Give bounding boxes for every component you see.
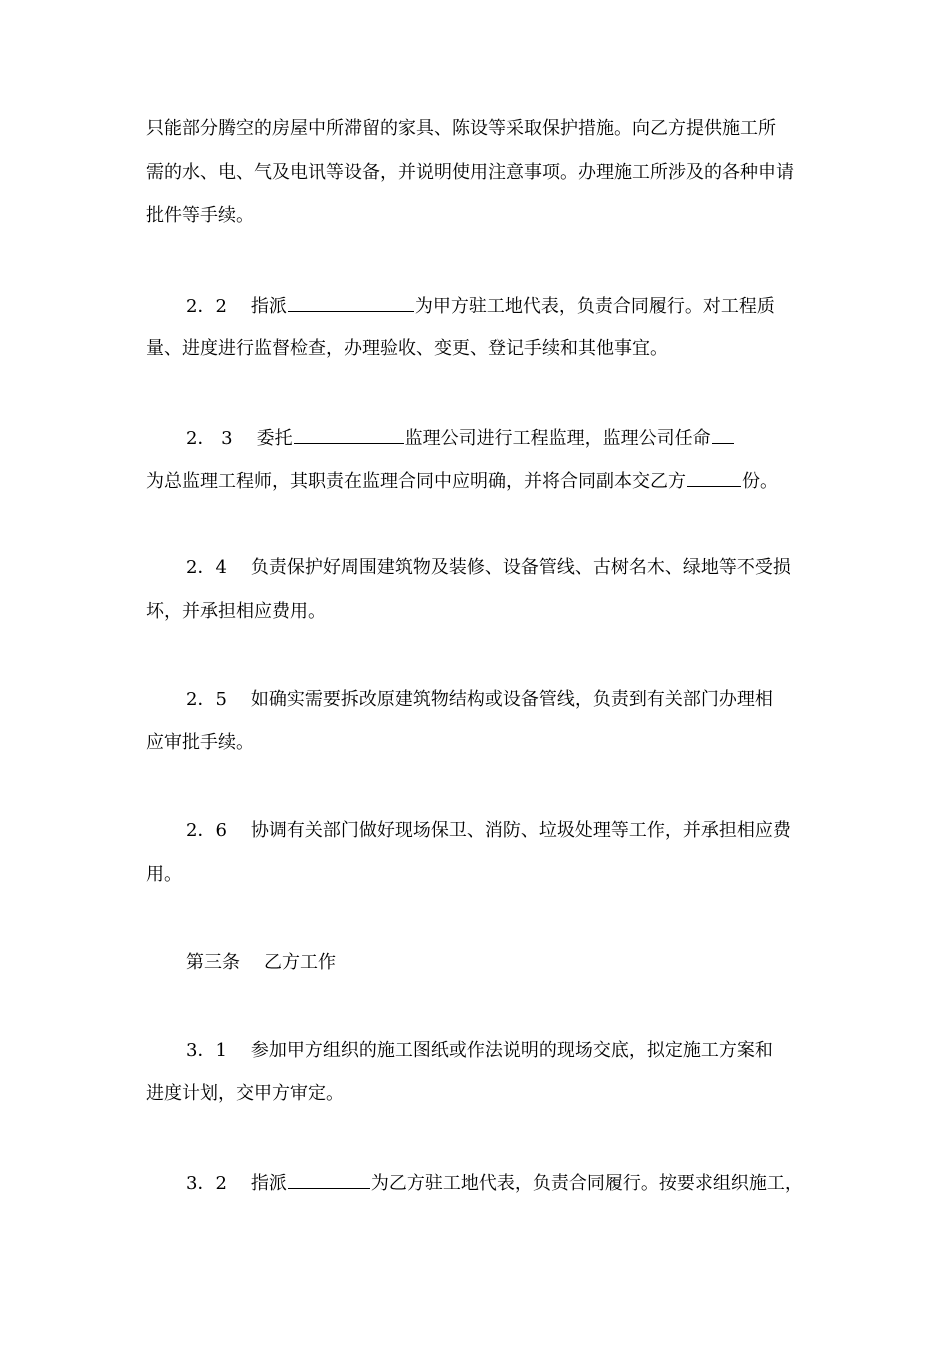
clause-2-3-line-2 [146, 469, 778, 493]
clause-2-4-line-1 [186, 557, 791, 579]
paragraph-line: 需的水、电、气及电讯等设备，并说明使用注意事项。办理施工所涉及的各种申请 [146, 162, 794, 183]
clause-number: 3．1 [186, 1040, 227, 1061]
clause-2-6-line-2: 用。 [146, 864, 182, 885]
article-number: 第三条 [186, 952, 240, 973]
clause-2-4-line-2: 坏，并承担相应费用。 [146, 601, 326, 622]
clause-text: 份。 [742, 471, 778, 492]
clause-number: 2．6 [186, 820, 227, 841]
clause-text: 参加甲方组织的施工图纸或作法说明的现场交底，拟定施工方案和 [250, 1040, 773, 1061]
clause-text: 指派 [250, 1173, 287, 1194]
clause-3-2-line-1 [186, 1171, 803, 1195]
clause-2-2-line-2: 量、进度进行监督检查，办理验收、变更、登记手续和其他事宜。 [146, 338, 668, 359]
fill-blank [687, 469, 741, 487]
clause-text: 协调有关部门做好现场保卫、消防、垃圾处理等工作，并承担相应费 [250, 820, 791, 841]
clause-2-5-line-2: 应审批手续。 [146, 732, 254, 753]
clause-number: 3．2 [186, 1173, 227, 1194]
clause-3-1-line-1 [186, 1040, 773, 1062]
clause-2-2-line-1 [186, 294, 775, 318]
article-title: 乙方工作 [264, 952, 336, 973]
paragraph-line: 只能部分腾空的房屋中所滞留的家具、陈设等采取保护措施。向乙方提供施工所 [146, 118, 776, 139]
clause-number: 2．2 [186, 296, 227, 317]
paragraph-line: 批件等手续。 [146, 205, 254, 226]
clause-text: 为甲方驻工地代表，负责合同履行。对工程质 [414, 296, 775, 317]
clause-text: 委托 [256, 428, 293, 449]
clause-text: 为乙方驻工地代表，负责合同履行。按要求组织施工， [370, 1173, 803, 1194]
clause-3-1-line-2: 进度计划，交甲方审定。 [146, 1083, 344, 1104]
article-heading [186, 952, 336, 974]
clause-text: 为总监理工程师，其职责在监理合同中应明确，并将合同副本交乙方 [146, 471, 686, 492]
clause-text: 监理公司进行工程监理，监理公司任命 [404, 428, 711, 449]
fill-blank [288, 294, 414, 312]
fill-blank [288, 1171, 370, 1189]
clause-number: 2．5 [186, 689, 227, 710]
clause-number: 2．4 [186, 557, 227, 578]
clause-text: 指派 [250, 296, 287, 317]
clause-2-3-line-1 [186, 426, 735, 450]
clause-text: 负责保护好周围建筑物及装修、设备管线、古树名木、绿地等不受损 [250, 557, 791, 578]
fill-blank [712, 426, 734, 444]
fill-blank [294, 426, 404, 444]
clause-number: 2． 3 [186, 428, 233, 449]
clause-2-6-line-1 [186, 820, 791, 842]
clause-2-5-line-1 [186, 689, 773, 711]
clause-text: 如确实需要拆改原建筑物结构或设备管线，负责到有关部门办理相 [250, 689, 773, 710]
